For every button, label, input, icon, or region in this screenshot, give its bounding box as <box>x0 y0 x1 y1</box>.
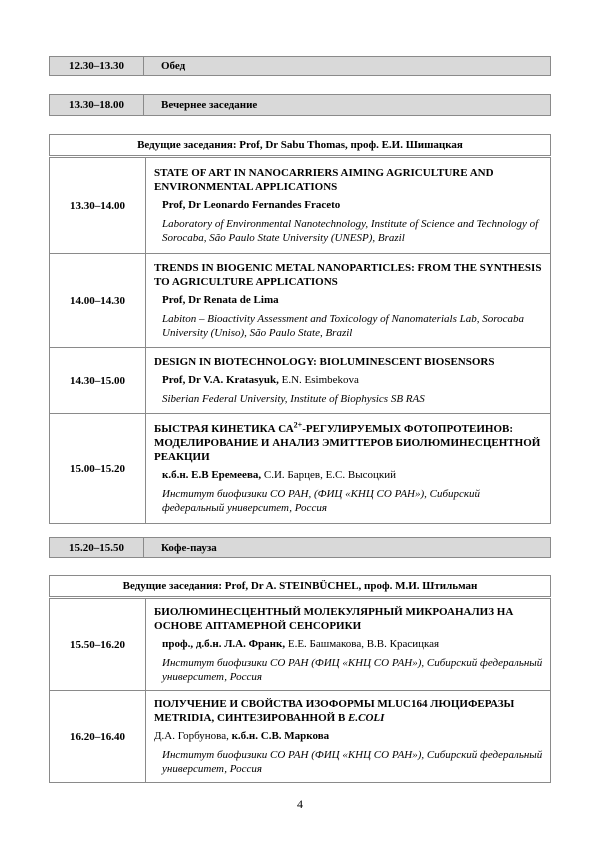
talk-affiliation: Laboratory of Environmental Nanotechnology, Institute of Science and Technology of Sorocaba, São Paulo State University (UNESP), Brazil <box>162 218 539 244</box>
evening-time: 13.30–18.00 <box>69 99 124 111</box>
page-number: 4 <box>297 797 303 811</box>
session-chairs-1 <box>49 134 551 156</box>
talk-details <box>146 158 551 254</box>
talk-details <box>146 348 551 414</box>
chairs-text-2: Ведущие заседания: Prof, Dr A. STEINBÜCHEL, проф. М.И. Штильман <box>122 580 478 592</box>
talk-title <box>154 697 544 725</box>
talk-title: DESIGN IN BIOTECHNOLOGY: BIOLUMINESCENT BIOSENSORS <box>154 356 495 368</box>
talk-author <box>162 373 544 387</box>
talks-table-2 <box>49 598 551 783</box>
title-italic: E.COLI <box>348 712 385 724</box>
talk-row <box>50 414 551 524</box>
title-part-a: БЫСТРАЯ КИНЕТИКА СА <box>154 423 294 435</box>
divider <box>143 538 144 557</box>
author-bold: проф., д.б.н. Л.А. Франк, <box>162 638 286 650</box>
talk-affiliation: Институт биофизики СО РАН (ФИЦ «КНЦ СО РАН»), Сибирский федеральный университет, Россия <box>162 749 543 775</box>
divider <box>143 57 144 75</box>
evening-label: Вечернее заседание <box>161 99 258 111</box>
author-bold: Prof, Dr Renata de Lima <box>162 294 279 306</box>
talk-author <box>154 729 544 743</box>
evening-session-row <box>49 94 551 116</box>
author-bold: к.б.н. Е.В Еремеева, <box>162 469 262 481</box>
lunch-row <box>49 56 551 76</box>
talk-affiliation: Институт биофизики СО РАН (ФИЦ «КНЦ СО РАН»), Сибирский федеральный университет, Россия <box>162 657 543 683</box>
chairs-text-1: Ведущие заседания: Prof, Dr Sabu Thomas, проф. Е.И. Шишацкая <box>137 139 463 151</box>
talk-affiliation: Labiton – Bioactivity Assessment and Toxicology of Nanomaterials Lab, Sorocaba University (Uniso), São Paulo State, Brazil <box>162 313 524 339</box>
talk-details <box>146 254 551 348</box>
talk-title: TRENDS IN BIOGENIC METAL NANOPARTICLES: FROM THE SYNTHESIS TO AGRICULTURE APPLICATIONS <box>154 262 542 288</box>
title-superscript: 2+ <box>293 420 303 430</box>
talk-details <box>146 691 551 783</box>
talk-row <box>50 158 551 254</box>
talks-table-1 <box>49 157 551 524</box>
coffee-time: 15.20–15.50 <box>69 541 124 554</box>
author-rest: Е.Е. Башмакова, В.В. Красицкая <box>285 638 440 650</box>
author-bold: Prof, Dr Leonardo Fernandes Fraceto <box>162 199 341 211</box>
talk-row <box>50 691 551 783</box>
talk-details <box>146 599 551 691</box>
author-pre: Д.А. Горбунова, <box>154 730 232 742</box>
talk-details <box>146 414 551 524</box>
talk-row <box>50 254 551 348</box>
author-rest: С.И. Барцев, Е.С. Высоцкий <box>261 469 397 481</box>
talk-time: 16.20–16.40 <box>50 691 146 783</box>
talk-row <box>50 348 551 414</box>
talk-affiliation: Институт биофизики СО РАН, (ФИЦ «КНЦ СО РАН»), Сибирский федеральный университет, Россия <box>162 488 481 514</box>
talk-author <box>162 637 544 651</box>
title-part-a: ПОЛУЧЕНИЕ И СВОЙСТВА ИЗОФОРМЫ MLUC164 ЛЮЦИФЕРАЗЫ METRIDIA, СИНТЕЗИРОВАННОЙ В <box>154 698 515 724</box>
author-rest: E.N. Esimbekova <box>278 374 359 386</box>
coffee-break-row <box>49 537 551 558</box>
talk-row <box>50 599 551 691</box>
talk-author <box>162 468 544 482</box>
talk-author <box>162 293 544 307</box>
talk-time: 13.30–14.00 <box>50 158 146 254</box>
divider <box>143 95 144 115</box>
talk-time: 15.00–15.20 <box>50 414 146 524</box>
talk-time: 15.50–16.20 <box>50 599 146 691</box>
talk-title: STATE OF ART IN NANOCARRIERS AIMING AGRICULTURE AND ENVIRONMENTAL APPLICATIONS <box>154 167 494 193</box>
title-part-b: -РЕГУЛИРУЕМЫХ ФОТОПРОТЕИНОВ: МОДЕЛИРОВАНИЕ И АНАЛИЗ ЭМИТТЕРОВ БИОЛЮМИНЕСЦЕНТНОЙ РЕАКЦИИ <box>154 423 541 463</box>
author-bold: к.б.н. С.В. Маркова <box>231 730 330 742</box>
talk-title: БИОЛЮМИНЕСЦЕНТНЫЙ МОЛЕКУЛЯРНЫЙ МИКРОАНАЛИЗ НА ОСНОВЕ АПТАМЕРНОЙ СЕНСОРИКИ <box>154 606 514 632</box>
talk-affiliation: Siberian Federal University, Institute of Biophysics SB RAS <box>162 393 425 405</box>
author-bold: Prof, Dr V.A. Kratasyuk, <box>162 374 279 386</box>
lunch-label: Обед <box>161 60 186 72</box>
session-chairs-2 <box>49 575 551 597</box>
talk-author <box>162 198 544 212</box>
talk-time: 14.00–14.30 <box>50 254 146 348</box>
lunch-time: 12.30–13.30 <box>69 60 124 72</box>
coffee-label: Кофе-пауза <box>161 541 217 554</box>
talk-title <box>154 422 544 464</box>
talk-time: 14.30–15.00 <box>50 348 146 414</box>
